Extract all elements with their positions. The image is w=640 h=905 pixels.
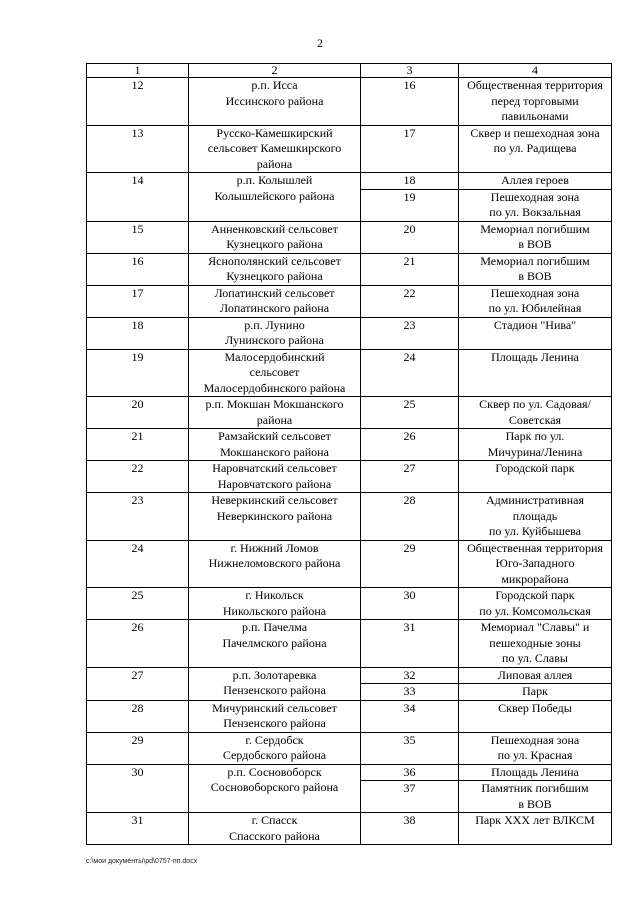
table-row: [87, 493, 612, 541]
municipality-cell: [189, 429, 361, 461]
territory-name-line: Городской парк: [495, 461, 575, 475]
municipality-line: сельсовет Камешкирского: [207, 141, 342, 155]
municipality-line: Наровчатского района: [217, 476, 332, 491]
row-number-cell: 12: [87, 78, 189, 126]
territory-name-cell: [459, 732, 612, 764]
municipality-line: Пензенского района: [223, 716, 326, 730]
territory-name-line: Городской парк: [495, 588, 575, 602]
territory-number-cell: 33: [361, 684, 459, 701]
row-number-cell: 31: [87, 813, 189, 845]
row-number-cell: 21: [87, 429, 189, 461]
municipality-line: р.п. Колышлей: [236, 173, 313, 187]
table-row: [87, 700, 612, 732]
municipality-line: Яснополянский сельсовет: [208, 253, 341, 268]
territory-name-cell: [459, 397, 612, 429]
territory-name-line: площадь: [512, 508, 558, 523]
header-cell: 1: [87, 64, 189, 78]
row-number-cell: 27: [87, 667, 189, 700]
territory-name-line: павильонами: [501, 109, 569, 123]
territory-name-cell: [459, 493, 612, 541]
territory-number-cell: 38: [361, 813, 459, 845]
territory-name-line: Аллея героев: [501, 173, 569, 187]
municipality-line: р.п. Исса: [251, 78, 298, 92]
territory-name-cell: [459, 764, 612, 781]
table-row: [87, 461, 612, 493]
municipality-line: р.п. Пачелма: [241, 620, 308, 634]
territory-number-cell: 35: [361, 732, 459, 764]
row-number-cell: 20: [87, 397, 189, 429]
row-number-cell: 23: [87, 493, 189, 541]
table-row: [87, 173, 612, 190]
municipality-line: Мичуринский сельсовет: [212, 700, 337, 715]
table-header-row: [87, 64, 612, 78]
territory-number-cell: 17: [361, 125, 459, 173]
territory-name-line: по ул. Красная: [497, 748, 573, 762]
municipality-line: Колышлейского района: [214, 188, 335, 203]
row-number-cell: 17: [87, 285, 189, 317]
municipality-cell: [189, 764, 361, 813]
municipality-cell: [189, 285, 361, 317]
territory-name-line: Липовая аллея: [497, 667, 573, 682]
territory-number-cell: 25: [361, 397, 459, 429]
territory-name-cell: [459, 461, 612, 493]
territory-number-cell: 23: [361, 317, 459, 349]
territory-number-cell: 22: [361, 285, 459, 317]
row-number-cell: 19: [87, 349, 189, 397]
municipality-cell: [189, 732, 361, 764]
territory-name-cell: [459, 700, 612, 732]
municipality-cell: [189, 813, 361, 845]
territory-number-cell: 27: [361, 461, 459, 493]
municipality-line: Пензенского района: [223, 683, 326, 697]
municipality-cell: [189, 173, 361, 222]
territory-name-cell: [459, 588, 612, 620]
territory-name-cell: [459, 173, 612, 190]
territory-number-cell: 18: [361, 173, 459, 190]
municipality-line: Кузнецкого района: [226, 237, 323, 251]
territory-name-cell: [459, 667, 612, 684]
table-row: [87, 317, 612, 349]
row-number-cell: 16: [87, 253, 189, 285]
territory-name-line: Общественная территория: [467, 78, 603, 92]
row-number-cell: 14: [87, 173, 189, 222]
row-number-cell: 29: [87, 732, 189, 764]
municipality-line: г. Спасск: [251, 813, 298, 827]
municipality-cell: [189, 461, 361, 493]
territory-name-line: Стадион "Нива": [493, 317, 577, 332]
territory-name-cell: [459, 189, 612, 221]
municipality-line: Нижнеломовского района: [208, 556, 341, 570]
territory-name-line: Парк по ул.: [505, 429, 565, 443]
territory-number-cell: 32: [361, 667, 459, 684]
table-row: [87, 349, 612, 397]
file-path-footer: c:\мои документы\pd\0757-пп.docx: [86, 858, 198, 865]
municipality-cell: [189, 221, 361, 253]
territory-name-line: Сквер Победы: [498, 700, 572, 715]
territory-name-line: Советская: [508, 412, 562, 427]
territory-number-cell: 24: [361, 349, 459, 397]
municipality-cell: [189, 317, 361, 349]
territory-number-cell: 21: [361, 253, 459, 285]
row-number-cell: 25: [87, 588, 189, 620]
territory-name-line: Пешеходная зона: [490, 189, 580, 204]
municipality-cell: [189, 78, 361, 126]
municipality-line: района: [256, 412, 293, 427]
territory-name-line: Парк: [522, 684, 548, 698]
table-row: [87, 588, 612, 620]
table-row: [87, 285, 612, 317]
territory-name-line: Площадь Ленина: [491, 349, 579, 364]
municipality-line: Кузнецкого района: [226, 269, 323, 283]
municipality-cell: [189, 397, 361, 429]
table-row: [87, 429, 612, 461]
territory-name-line: Мемориал погибшим: [480, 221, 590, 236]
territory-name-line: по ул. Куйбышева: [489, 524, 581, 538]
municipality-line: Лопатинский сельсовет: [214, 285, 335, 300]
territory-name-line: Общественная территория: [467, 540, 603, 555]
row-number-cell: 18: [87, 317, 189, 349]
territory-name-line: в ВОВ: [518, 796, 552, 811]
territory-name-line: по ул. Комсомольская: [479, 603, 591, 618]
row-number-cell: 15: [87, 221, 189, 253]
row-number-cell: 22: [87, 461, 189, 493]
territory-number-cell: 28: [361, 493, 459, 541]
header-cell: 3: [361, 64, 459, 78]
territory-name-line: по ул. Славы: [502, 651, 568, 665]
header-cell: 4: [459, 64, 612, 78]
municipality-line: Русско-Камешкирский: [216, 125, 333, 140]
municipality-line: р.п. Сосновоборск: [227, 764, 322, 779]
municipality-cell: [189, 493, 361, 541]
municipality-line: Наровчатский сельсовет: [212, 461, 337, 475]
territory-name-cell: [459, 221, 612, 253]
municipality-line: Сердобского района: [222, 748, 327, 762]
table-row: [87, 397, 612, 429]
territory-number-cell: 16: [361, 78, 459, 126]
row-number-cell: 24: [87, 540, 189, 588]
municipality-line: Никольского района: [222, 603, 327, 618]
territory-name-cell: [459, 429, 612, 461]
table-row: [87, 813, 612, 845]
territory-name-line: в ВОВ: [518, 269, 552, 283]
territory-name-line: Площадь Ленина: [491, 764, 579, 779]
territory-name-cell: [459, 285, 612, 317]
territory-number-cell: 29: [361, 540, 459, 588]
municipality-line: Лопатинского района: [219, 301, 330, 315]
municipality-line: Рамзайский сельсовет: [218, 429, 331, 443]
territory-number-cell: 31: [361, 620, 459, 668]
territory-number-cell: 20: [361, 221, 459, 253]
territory-number-cell: 26: [361, 429, 459, 461]
territory-name-line: перед торговыми: [491, 93, 579, 108]
territory-name-cell: [459, 317, 612, 349]
municipality-line: Пачелмского района: [222, 635, 327, 650]
table-row: [87, 253, 612, 285]
municipality-line: Малосердобинского района: [203, 380, 346, 395]
territory-name-line: микрорайона: [501, 571, 569, 586]
territory-number-cell: 34: [361, 700, 459, 732]
municipality-cell: [189, 125, 361, 173]
territory-name-line: в ВОВ: [518, 237, 552, 251]
territory-name-line: пешеходные зоны: [489, 635, 581, 650]
header-cell: 2: [189, 64, 361, 78]
table-row: [87, 540, 612, 588]
municipality-line: г. Сердобск: [245, 732, 304, 747]
territory-name-line: Мичурина/Ленина: [487, 444, 583, 459]
territory-name-cell: [459, 781, 612, 813]
municipality-line: Иссинского района: [225, 93, 324, 108]
municipality-line: Анненковский сельсовет: [211, 221, 338, 236]
municipality-line: района: [256, 156, 293, 171]
row-number-cell: 28: [87, 700, 189, 732]
municipality-line: Сосновоборского района: [210, 780, 339, 794]
table-row: [87, 667, 612, 684]
municipality-cell: [189, 620, 361, 668]
municipality-line: г. Никольск: [245, 588, 304, 602]
municipality-cell: [189, 667, 361, 700]
table-row: [87, 221, 612, 253]
municipality-line: Неверкинского района: [216, 508, 333, 523]
territory-name-line: Сквер и пешеходная зона: [470, 125, 600, 140]
municipality-line: р.п. Мокшан Мокшанского: [205, 397, 344, 411]
municipality-line: р.п. Золотаревка: [232, 667, 317, 682]
territory-name-line: Административная: [486, 493, 584, 507]
municipality-line: р.п. Лунино: [244, 317, 305, 332]
territory-name-cell: [459, 78, 612, 126]
territory-name-line: Памятник погибшим: [481, 781, 589, 795]
municipality-line: г. Нижний Ломов: [230, 540, 319, 555]
territory-name-cell: [459, 540, 612, 588]
territory-number-cell: 19: [361, 189, 459, 221]
territory-name-line: по ул. Радищева: [493, 141, 577, 155]
territory-name-line: Пешеходная зона: [490, 285, 580, 300]
table-row: [87, 764, 612, 781]
table-row: [87, 620, 612, 668]
municipality-cell: [189, 253, 361, 285]
territory-name-line: Парк XXX лет ВЛКСМ: [475, 813, 595, 827]
territory-name-line: Сквер по ул. Садовая/: [479, 397, 591, 411]
municipality-line: Мокшанского района: [220, 444, 329, 459]
municipality-cell: [189, 700, 361, 732]
municipality-line: Спасского района: [229, 828, 320, 843]
territory-number-cell: 30: [361, 588, 459, 620]
territory-name-cell: [459, 684, 612, 701]
municipality-line: сельсовет: [249, 365, 300, 379]
row-number-cell: 26: [87, 620, 189, 668]
territory-name-line: Юго-Западного: [495, 556, 575, 570]
territory-number-cell: 36: [361, 764, 459, 781]
municipality-cell: [189, 349, 361, 397]
table-row: [87, 78, 612, 126]
territory-name-line: Мемориал "Славы" и: [480, 620, 590, 634]
territory-number-cell: 37: [361, 781, 459, 813]
row-number-cell: 13: [87, 125, 189, 173]
municipality-line: Малосердобинский: [224, 349, 325, 364]
row-number-cell: 30: [87, 764, 189, 813]
territory-name-cell: [459, 125, 612, 173]
territory-name-cell: [459, 349, 612, 397]
territory-name-cell: [459, 253, 612, 285]
table-row: [87, 732, 612, 764]
territory-name-line: Мемориал погибшим: [480, 253, 590, 268]
territory-name-cell: [459, 813, 612, 845]
municipality-cell: [189, 588, 361, 620]
municipality-cell: [189, 540, 361, 588]
territory-name-line: Пешеходная зона: [490, 732, 580, 747]
territory-name-line: по ул. Вокзальная: [489, 205, 581, 219]
table-row: [87, 125, 612, 173]
territory-name-cell: [459, 620, 612, 668]
municipality-table: [86, 63, 612, 845]
page-number: 2: [317, 36, 323, 50]
municipality-line: Неверкинский сельсовет: [211, 493, 338, 507]
municipality-line: Лунинского района: [225, 333, 324, 347]
territory-name-line: по ул. Юбилейная: [488, 301, 582, 315]
